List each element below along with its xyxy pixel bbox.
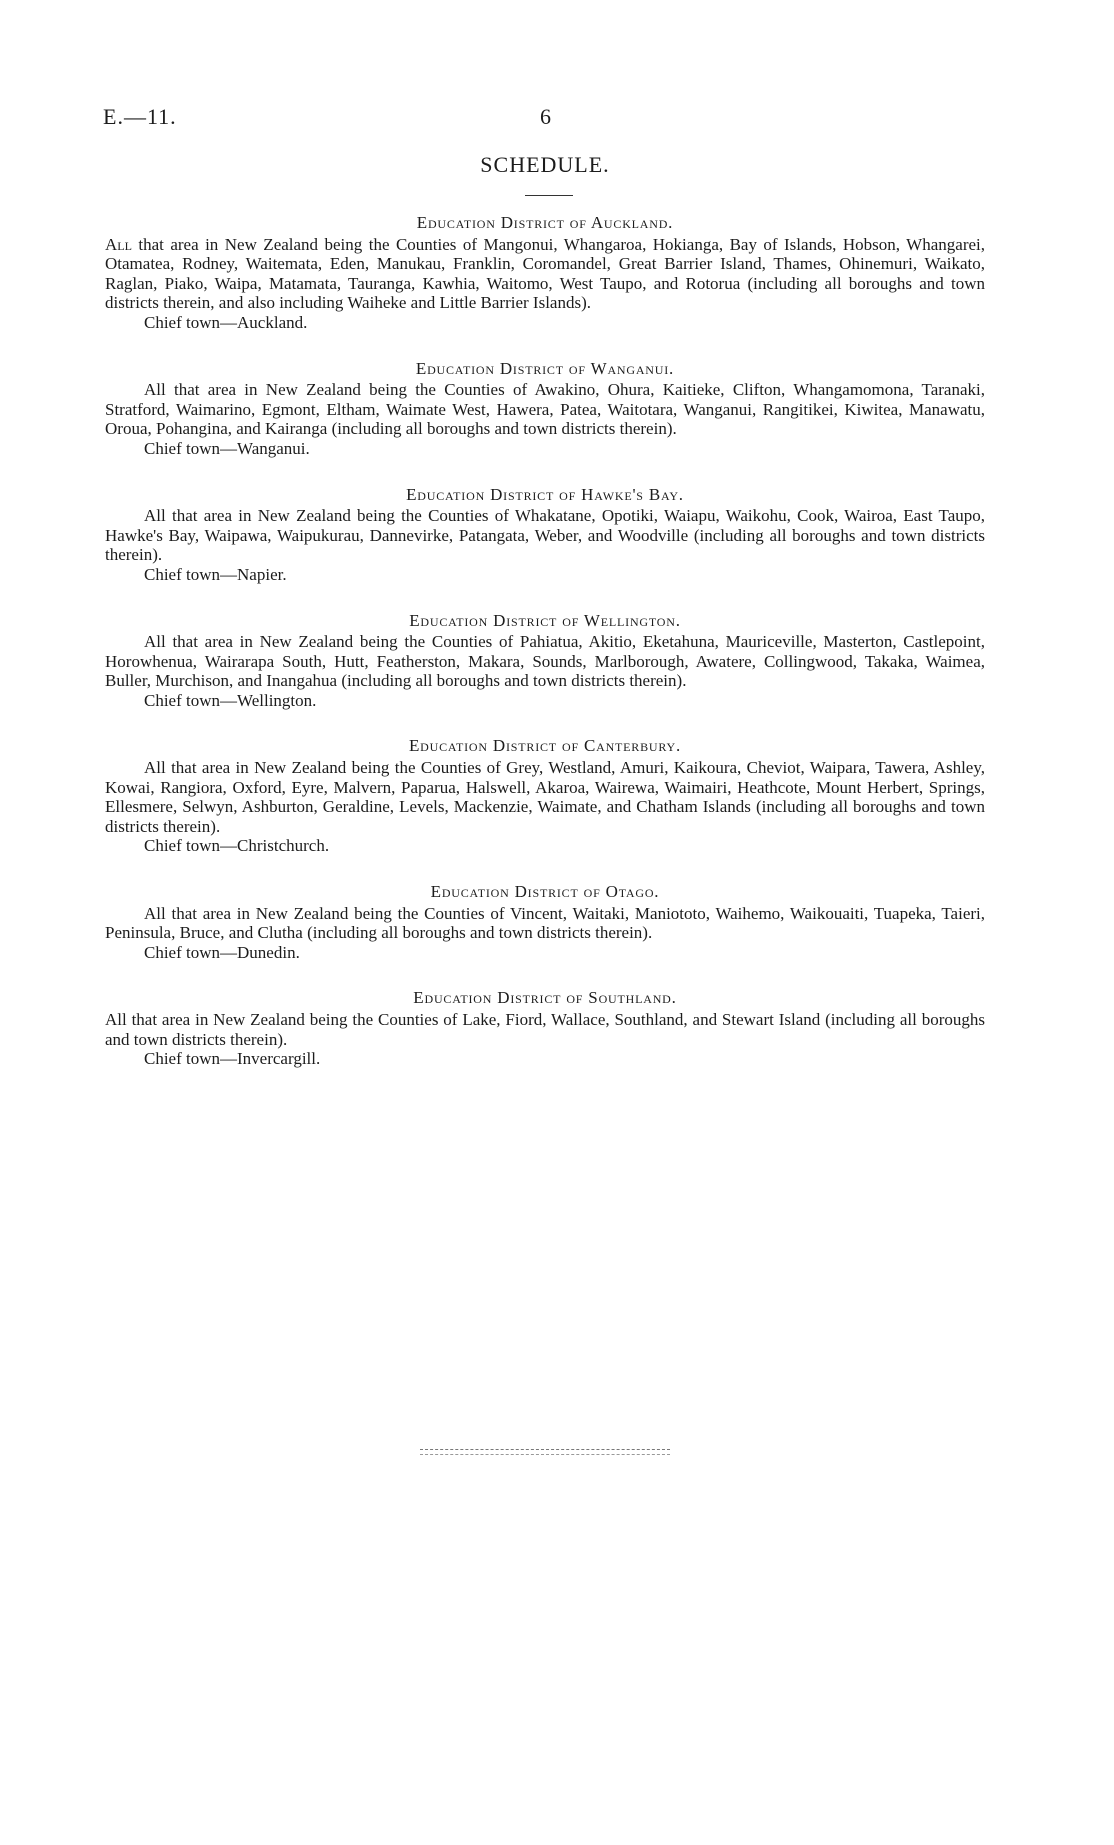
district-wanganui: [105, 359, 985, 459]
district-heading: Education District of Otago.: [430, 882, 660, 902]
district-description: All that area in New Zealand being the Counties of Lake, Fiord, Wallace, Southland, and Stewart Island (including all boroughs and town districts therein).: [105, 1010, 985, 1049]
district-description: All that area in New Zealand being the Counties of Grey, Westland, Amuri, Kaikoura, Cheviot, Waipara, Tawera, Ashley, Kowai, Rangiora, Oxford, Eyre, Malvern, Paparua, Halswell, Akaroa, Wairewa, Waimairi, Heathcote, Mount Herbert, Springs, Ellesmere, Selwyn, Ashburton, Geraldine, Levels, Mackenzie, Waimate, and Chatham Islands (including all boroughs and town districts therein).: [105, 758, 985, 836]
description-text: that area in New Zealand being the Counties of Mangonui, Whangaroa, Hokianga, Bay of Islands, Hobson, Whangarei, Otamatea, Rodney, Waitemata, Eden, Manukau, Franklin, Coromandel, Great Barrier Island, Thames, Ohinemuri, Waikato, Raglan, Piako, Waipa, Matamata, Tauranga, Kawhia, Waitomo, West Taupo, and Rotorua (including all boroughs and town districts therein, and also including Waiheke and Little Barrier Islands).: [105, 234, 985, 313]
district-heading: Education District of Hawke's Bay.: [406, 484, 684, 504]
district-otago: [105, 882, 985, 962]
district-description: All that area in New Zealand being the Counties of Whakatane, Opotiki, Waiapu, Waikohu, Cook, Wairoa, East Taupo, Hawke's Bay, Waipawa, Waipukurau, Dannevirke, Patangata, Weber, and Woodville (including all boroughs and town districts therein).: [105, 506, 985, 565]
chief-town: Chief town—Wellington.: [144, 690, 317, 710]
district-description: All that area in New Zealand being the Counties of Vincent, Waitaki, Maniototo, Waihemo, Waikouaiti, Tuapeka, Taieri, Peninsula, Bruce, and Clutha (including all boroughs and town districts therein).: [105, 903, 985, 943]
district-description: All that area in New Zealand being the Counties of Pahiatua, Akitio, Eketahuna, Mauriceville, Masterton, Castlepoint, Horowhenua, Wairarapa South, Hutt, Featherston, Makara, Sounds, Marlborough, Awatere, Collingwood, Takaka, Waimea, Buller, Murchison, and Inangahua (including all boroughs and town districts therein).: [105, 632, 985, 691]
chief-town: Chief town—Christchurch.: [144, 836, 330, 856]
district-heading: Education District of Auckland.: [416, 213, 674, 232]
chief-town: Chief town—Napier.: [144, 564, 287, 584]
district-heading: Education District of Wanganui.: [415, 358, 675, 378]
district-southland: [105, 988, 985, 1068]
district-heading: Education District of Southland.: [413, 988, 677, 1008]
description-lead: All: [105, 234, 132, 254]
district-wellington: [105, 611, 985, 711]
chief-town: Chief town—Wanganui.: [144, 438, 310, 458]
district-heading: Education District of Canterbury.: [408, 736, 682, 756]
district-description: All that area in New Zealand being the Counties of Awakino, Ohura, Kaitieke, Clifton, Whangamomona, Taranaki, Stratford, Waimarino, Egmont, Eltham, Waimate West, Hawera, Patea, Waitotara, Wanganui, Rangitikei, Kiwitea, Manawatu, Oroua, Pohangina, and Kairanga (including all boroughs and town districts therein).: [105, 380, 985, 439]
schedule-body: [105, 213, 985, 1095]
title-rule: [525, 195, 573, 196]
district-auckland: [105, 213, 985, 333]
chief-town: Chief town—Dunedin.: [144, 942, 300, 962]
district-description: [105, 235, 985, 313]
district-heading: Education District of Wellington.: [409, 610, 681, 630]
schedule-title: SCHEDULE.: [480, 152, 610, 177]
closing-rule: [420, 1449, 670, 1455]
district-hawkes-bay: [105, 485, 985, 585]
page-number: 6: [540, 104, 551, 129]
page-reference: E.—11.: [103, 104, 177, 129]
chief-town: Chief town—Invercargill.: [144, 1049, 321, 1069]
district-canterbury: [105, 736, 985, 856]
chief-town: Chief town—Auckland.: [144, 312, 308, 332]
